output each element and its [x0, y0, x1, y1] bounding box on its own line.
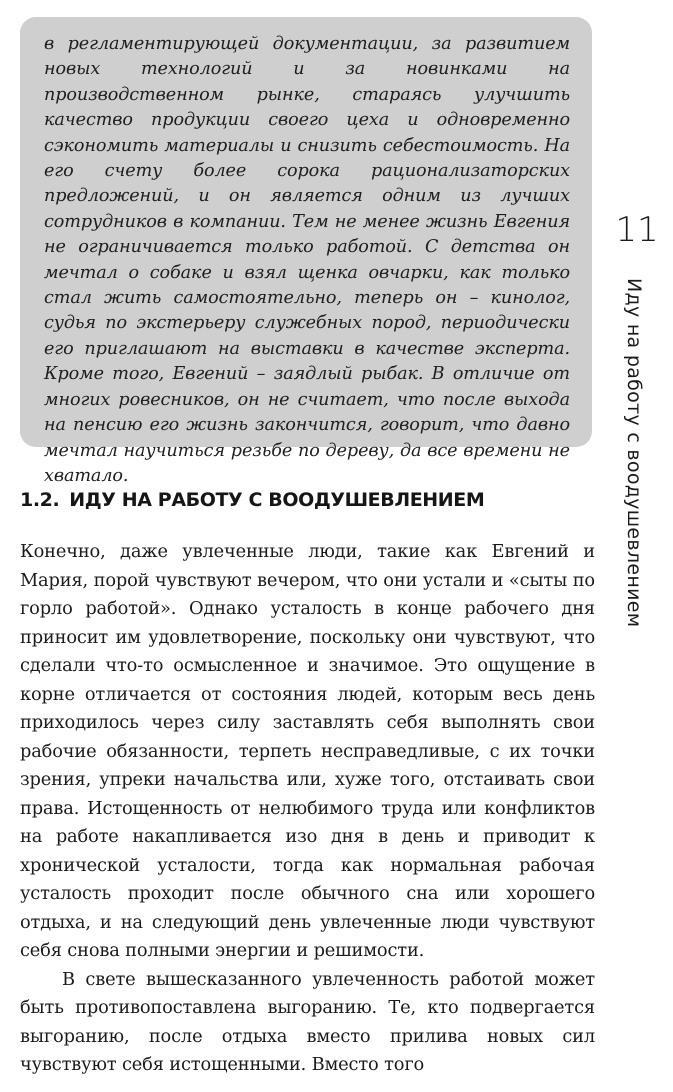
running-title: Иду на работу с воодушевлением: [623, 278, 645, 628]
callout-text: в регламентирующей документации, за развитием новых технологий и за новинками на производственном рынке, стараясь улучшить качество продукции своего цеха и одновременно сэкономить материалы и снизить себестоимость. На его счету более сорока рационализаторских предложений, и он является одним из лучших сотрудников в компании. Тем не менее жизнь Евгения не ограничивается только работой. С детства он мечтал о собаке и взял щенка овчарки, как только стал жить самостоятельно, теперь он – кинолог, судья по экстерьеру служебных пород, периодически его приглашают на выставки в качестве эксперта. Кроме того, Евгений – заядлый рыбак. В отличие от многих ровесников, он не считает, что после выхода на пенсию его жизнь закончится, говорит, что давно мечтал научиться резьбе по дереву, да все времени не хватало.: [44, 34, 570, 486]
callout-box: [20, 17, 592, 486]
section-title: ИДУ НА РАБОТУ С ВООДУШЕВЛЕНИЕМ: [69, 489, 485, 511]
paragraph-1: Конечно, даже увлеченные люди, такие как Евгений и Мария, порой чувствуют вечером, что они устали и «сыты по горло работой». Однако усталость в конце рабочего дня приносит им удовлетворение, поскольку они чувствуют, что сделали что-то осмысленное и значимое. Это ощущение в корне отличается от состояния людей, которым весь день приходилось через силу заставлять себя выполнять свои рабочие обязанности, терпеть несправедливые, с их точки зрения, упреки начальства или, хуже того, отстаивать свои права. Истощенность от нелюбимого труда или конфликтов на работе накапливается изо дня в день и приводит к хронической усталости, тогда как нормальная рабочая усталость проходит после обычного сна или хорошего отдыха, и на следующий день увлеченные люди чувствуют себя снова полными энергии и решимости.: [20, 541, 595, 961]
section-number: 1.2.: [20, 489, 60, 511]
body-text: [20, 538, 595, 1080]
page-number: 11: [615, 210, 659, 250]
running-title-container: [614, 278, 654, 638]
section-heading: [20, 486, 592, 514]
paragraph-2: В свете вышесказанного увлеченность работой может быть противопоставлена выгоранию. Те, кто подвергается выгоранию, после отдыха вместо прилива новых сил чувствуют себя истощенными. Вместо того: [20, 968, 595, 1075]
